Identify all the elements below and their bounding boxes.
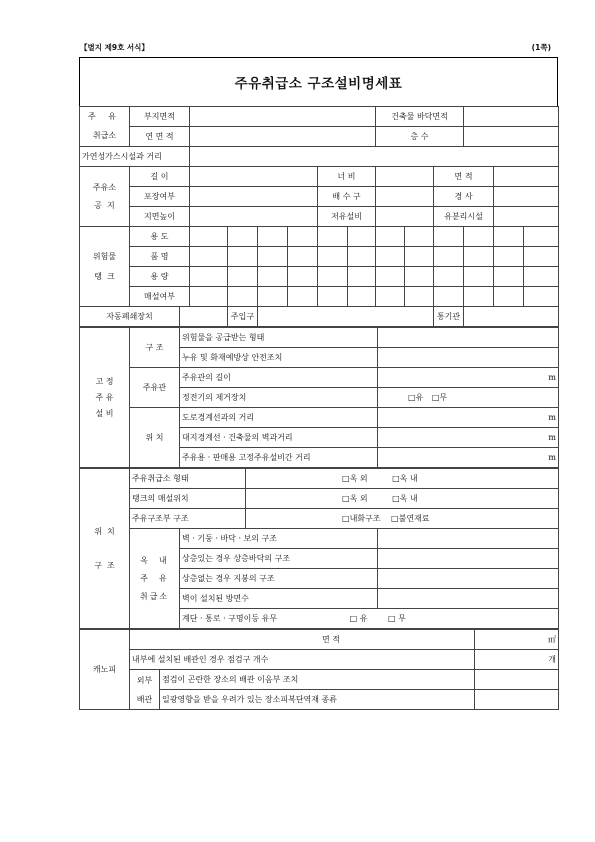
vent-value[interactable] — [464, 307, 559, 327]
length-label: 길 이 — [130, 167, 190, 187]
tank-cell[interactable] — [376, 247, 405, 267]
tank-cell[interactable] — [376, 227, 405, 247]
indoor-row-1-value[interactable] — [378, 529, 559, 549]
tank-cell[interactable] — [288, 267, 318, 287]
indoor-row-1: 벽 · 기둥 · 바닥 · 보의 구조 — [180, 529, 378, 549]
tank-cell[interactable] — [464, 267, 494, 287]
area-label: 면 적 — [434, 167, 494, 187]
structure-label: 구 조 — [130, 328, 180, 368]
meter-unit: m — [548, 372, 556, 382]
outside-row-1-value[interactable] — [475, 670, 559, 690]
indoor-row-3: 상층없는 경우 지붕의 구조 — [180, 569, 378, 589]
tank-cell[interactable] — [258, 267, 288, 287]
stair-no-option[interactable]: □ 무 — [388, 613, 406, 623]
indoor-row-2-value[interactable] — [378, 549, 559, 569]
ground-height-label: 지면높이 — [130, 207, 190, 227]
main-structure-label: 주유구조부 구조 — [130, 509, 246, 529]
tank-cell[interactable] — [376, 267, 405, 287]
ground-height-value[interactable] — [190, 207, 318, 227]
form-sheet — [79, 57, 558, 710]
total-area-label: 연 면 적 — [130, 127, 190, 147]
tank-location-options[interactable] — [246, 489, 559, 509]
site-area-label: 부지면적 — [130, 107, 190, 127]
tank-cell[interactable] — [494, 287, 524, 307]
indoor-row-3-value[interactable] — [378, 569, 559, 589]
boundary-distance-label: 대지경계선 · 건축물의 벽과거리 — [180, 428, 378, 448]
tank-cell[interactable] — [348, 227, 376, 247]
tank-cell[interactable] — [288, 287, 318, 307]
oil-separator-value[interactable] — [494, 207, 559, 227]
tank-cell[interactable] — [405, 267, 434, 287]
outside-row-1: 점검이 곤란한 장소의 배관 이음부 조치 — [160, 670, 475, 690]
tank-cell[interactable] — [405, 247, 434, 267]
paving-label: 포장여부 — [130, 187, 190, 207]
tank-cell[interactable] — [288, 247, 318, 267]
hose-length-label: 주유관의 길이 — [180, 368, 378, 388]
drain-label: 배 수 구 — [318, 187, 376, 207]
canopy-table — [79, 629, 559, 710]
s1-group-b: 취급소 — [80, 127, 130, 147]
inspection-count-label: 내부에 설치된 배관인 경우 점검구 개수 — [130, 650, 475, 670]
tank-cell[interactable] — [318, 227, 348, 247]
indoor-option[interactable]: □옥 내 — [392, 493, 418, 503]
form-number-label: 【별지 제9호 서식】 — [80, 43, 149, 52]
vent-label: 통기관 — [434, 307, 464, 327]
fixed-dispenser-table — [79, 327, 559, 468]
structure-row-2-value[interactable] — [378, 348, 559, 368]
tank-cell[interactable] — [434, 247, 464, 267]
tank-cell[interactable] — [434, 267, 464, 287]
tank-cell[interactable] — [258, 287, 288, 307]
canopy-area-value[interactable] — [475, 630, 559, 650]
station-type-label: 주유취급소 형태 — [130, 469, 246, 489]
indoor-option[interactable]: □옥 내 — [392, 473, 418, 483]
tank-cell[interactable] — [228, 267, 258, 287]
width-value[interactable] — [376, 167, 434, 187]
outdoor-option[interactable]: □옥 외 — [342, 473, 368, 483]
structure-row-2: 누유 및 화재예방상 안전조치 — [180, 348, 378, 368]
indoor-station-group: 옥 내 주 유 취급소 — [130, 529, 180, 629]
structure-row-1: 위험물을 공급받는 형태 — [180, 328, 378, 348]
indoor-row-4: 벽이 설치된 방면수 — [180, 589, 378, 609]
tank-cell[interactable] — [405, 287, 434, 307]
main-structure-options[interactable] — [246, 509, 559, 529]
slope-label: 경 사 — [434, 187, 494, 207]
paving-value[interactable] — [190, 187, 318, 207]
static-removal-options[interactable] — [378, 388, 559, 408]
site-area-value[interactable] — [190, 107, 376, 127]
stair-passage-text: 계단 · 통로 · 구명이등 유무 — [182, 613, 278, 623]
road-distance-value[interactable] — [378, 408, 559, 428]
outside-row-2-value[interactable] — [475, 690, 559, 710]
length-value[interactable] — [190, 167, 318, 187]
meter-unit: m — [548, 452, 556, 462]
floors-value[interactable] — [464, 127, 559, 147]
inspection-count-value[interactable] — [475, 650, 559, 670]
tank-cell[interactable] — [494, 227, 524, 247]
tank-cell[interactable] — [190, 287, 228, 307]
stair-passage-label — [180, 609, 559, 629]
fixed-dispenser-group: 고 정 주 유 설 비 — [80, 328, 130, 468]
tank-cell[interactable] — [494, 267, 524, 287]
tank-cell[interactable] — [318, 247, 348, 267]
tank-capacity-label: 용 량 — [130, 267, 190, 287]
tank-cell[interactable] — [348, 247, 376, 267]
tank-cell[interactable] — [228, 287, 258, 307]
tank-cell[interactable] — [405, 227, 434, 247]
s1-group-a: 주 유 — [80, 107, 130, 127]
position-label: 위 치 — [130, 408, 180, 468]
tank-cell[interactable] — [376, 287, 405, 307]
stair-yes-option[interactable]: □ 유 — [349, 613, 368, 623]
canopy-area-label: 면 적 — [130, 630, 475, 650]
slope-value[interactable] — [494, 187, 559, 207]
tank-cell[interactable] — [464, 287, 494, 307]
floors-label: 층 수 — [376, 127, 464, 147]
tank-product-label: 품 명 — [130, 247, 190, 267]
location-structure-group: 위 치 구 조 — [80, 469, 130, 629]
tank-cell[interactable] — [190, 227, 228, 247]
structure-row-1-value[interactable] — [378, 328, 559, 348]
dispenser-distance-value[interactable] — [378, 448, 559, 468]
meter-unit: m — [548, 432, 556, 442]
sqm-unit: ㎡ — [548, 634, 556, 644]
tank-cell[interactable] — [318, 267, 348, 287]
inlet-label: 주입구 — [228, 307, 258, 327]
tank-cell[interactable] — [318, 287, 348, 307]
station-type-options[interactable] — [246, 469, 559, 489]
tank-location-label: 탱크의 매설위치 — [130, 489, 246, 509]
tank-cell[interactable] — [494, 247, 524, 267]
hose-length-value[interactable] — [378, 368, 559, 388]
static-removal-label: 정전기의 제거장치 — [180, 388, 378, 408]
tank-cell[interactable] — [228, 247, 258, 267]
tank-buried-label: 매설여부 — [130, 287, 190, 307]
tank-cell[interactable] — [228, 227, 258, 247]
dispenser-distance-label: 주유용 · 판매용 고정주유설비간 거리 — [180, 448, 378, 468]
width-label: 너 비 — [318, 167, 376, 187]
spec-table — [79, 106, 559, 327]
floor-area-label: 건축물 바닥면적 — [376, 107, 464, 127]
tank-cell[interactable] — [348, 287, 376, 307]
tank-cell[interactable] — [524, 227, 559, 247]
tank-cell[interactable] — [258, 247, 288, 267]
canopy-group: 캐노피 — [80, 630, 130, 710]
oil-separator-label: 유분리시설 — [434, 207, 494, 227]
gas-distance-label: 가연성가스시설과 거리 — [80, 147, 190, 167]
inlet-value[interactable] — [258, 307, 434, 327]
fireproof-option[interactable]: □내화구조 — [342, 513, 381, 523]
tank-cell[interactable] — [348, 267, 376, 287]
tank-cell[interactable] — [524, 247, 559, 267]
tank-cell[interactable] — [258, 227, 288, 247]
meter-unit: m — [548, 412, 556, 422]
boundary-distance-value[interactable] — [378, 428, 559, 448]
drain-value[interactable] — [376, 187, 434, 207]
form-title: 주유취급소 구조설비명세표 — [79, 57, 558, 106]
location-structure-table — [79, 468, 559, 629]
hose-label: 주유관 — [130, 368, 180, 408]
open-space-group: 주유소 공 지 — [80, 167, 130, 227]
tank-cell[interactable] — [464, 247, 494, 267]
tank-cell[interactable] — [434, 227, 464, 247]
indoor-row-2: 상층있는 경우 상층바닥의 구조 — [180, 549, 378, 569]
auto-shutoff-label: 자동폐쇄장치 — [80, 307, 180, 327]
count-unit: 개 — [548, 654, 556, 664]
tank-group: 위험물 탱 크 — [80, 227, 130, 307]
total-area-value[interactable] — [190, 127, 376, 147]
static-no-option[interactable]: □무 — [431, 392, 448, 402]
tank-cell[interactable] — [524, 287, 559, 307]
floor-area-value[interactable] — [464, 107, 559, 127]
outside-piping-group: 외부 배관 — [130, 670, 160, 710]
tank-cell[interactable] — [288, 227, 318, 247]
tank-cell[interactable] — [190, 267, 228, 287]
indoor-row-4-value[interactable] — [378, 589, 559, 609]
oil-facility-label: 저유설비 — [318, 207, 376, 227]
area-value[interactable] — [494, 167, 559, 187]
oil-facility-value[interactable] — [376, 207, 434, 227]
tank-cell[interactable] — [190, 247, 228, 267]
static-yes-option[interactable]: □유 — [408, 392, 424, 402]
gas-distance-value[interactable] — [190, 147, 559, 167]
auto-shutoff-value[interactable] — [180, 307, 228, 327]
tank-cell[interactable] — [524, 267, 559, 287]
tank-cell[interactable] — [464, 227, 494, 247]
noncombustible-option[interactable]: □불연재료 — [391, 513, 430, 523]
tank-use-label: 용 도 — [130, 227, 190, 247]
outside-row-2: 일광영향을 받을 우려가 있는 장소피복단역재 종류 — [160, 690, 475, 710]
page-number-label: (1쪽) — [531, 43, 551, 52]
road-distance-label: 도로경계선과의 거리 — [180, 408, 378, 428]
tank-cell[interactable] — [434, 287, 464, 307]
outdoor-option[interactable]: □옥 외 — [342, 493, 368, 503]
